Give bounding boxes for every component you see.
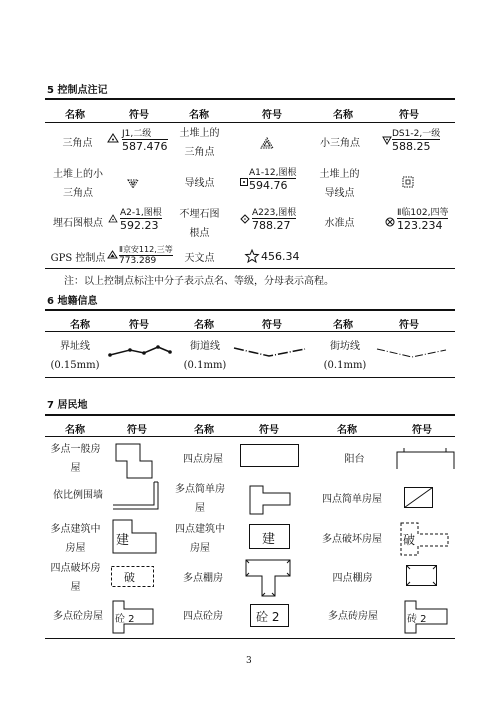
- street-line-icon: [233, 346, 307, 360]
- scaled-wall-icon: [112, 481, 162, 515]
- row1-name2: 土堆上的 三角点: [179, 128, 220, 158]
- section5-bottom-rule: [45, 268, 455, 269]
- section7-bottom-rule: [45, 638, 455, 639]
- section7-header-rule: [45, 436, 455, 437]
- block-line-icon: [376, 347, 448, 359]
- row3-name3: 水准点: [324, 218, 355, 229]
- s7r2-name3: 四点简单房屋: [322, 494, 382, 505]
- section7-top-rule: [45, 414, 455, 416]
- s7-header-symbol-3: 符号: [412, 425, 432, 436]
- s7r5-symbol3-text: 砖 2: [407, 614, 427, 625]
- s7-header-name-1: 名称: [65, 425, 85, 436]
- row1-name3: 小三角点: [320, 138, 360, 149]
- section6-title: 6 地籍信息: [47, 296, 98, 307]
- row3-symbol1: A2-1,图根 592.23: [120, 205, 162, 232]
- row3-name1: 埋石图根点: [53, 218, 103, 229]
- triangle-point-icon: [107, 133, 119, 143]
- section5-header-rule: [45, 122, 455, 123]
- gps-control-point-icon: [107, 250, 118, 259]
- s7r3-name1: 多点建筑中 房屋: [50, 524, 101, 554]
- s7r3-name3: 多点破坏房屋: [322, 534, 382, 545]
- section6-header-rule: [45, 331, 455, 332]
- row3-symbol2: A223,图根 788.27: [252, 205, 296, 232]
- four-point-simple-house-icon: [404, 487, 434, 509]
- s7-header-name-3: 名称: [337, 425, 357, 436]
- page-number: 3: [246, 656, 252, 666]
- s5-header-name-1: 名称: [65, 110, 85, 121]
- s7r5-name1: 多点砼房屋: [53, 611, 103, 622]
- row2-name2: 导线点: [184, 178, 215, 189]
- benchmark-icon: [385, 217, 395, 227]
- s5-header-symbol-2: 符号: [262, 110, 282, 121]
- s6-header-symbol-1: 符号: [129, 320, 149, 331]
- s6-header-name-3: 名称: [333, 320, 353, 331]
- unburied-control-point-icon: [240, 214, 250, 224]
- s7r4-name2: 多点棚房: [183, 573, 223, 584]
- multi-point-house-icon: [115, 443, 153, 479]
- s7-header-symbol-1: 符号: [127, 425, 147, 436]
- row3-symbol3: Ⅱ临102,四等 123.234: [397, 205, 448, 232]
- mound-triangle-point-icon: [260, 137, 274, 151]
- balcony-icon: [396, 448, 456, 470]
- mound-small-triangle-icon: [127, 179, 139, 189]
- row2-name3: 土堆上的 导线点: [319, 169, 360, 199]
- multi-point-shed-icon: [245, 559, 291, 597]
- boundary-line-icon: [108, 344, 172, 358]
- section5-note: 注：以上控制点标注中分子表示点名、等级，分母表示高程。: [64, 276, 334, 287]
- section5-title: 5 控制点注记: [47, 85, 108, 96]
- s7-header-name-2: 名称: [194, 425, 214, 436]
- row1-name1: 三角点: [62, 138, 93, 149]
- s5-header-symbol-1: 符号: [129, 110, 149, 121]
- s7r3-symbol3-text: 破: [403, 533, 416, 547]
- row4-name2: 天文点: [184, 253, 215, 264]
- s7r1-name1: 多点一般房 屋: [50, 444, 101, 474]
- row3-name2: 不埋石图 根点: [179, 209, 220, 239]
- section7-title: 7 居民地: [47, 400, 88, 411]
- traverse-point-icon: [240, 178, 248, 186]
- buried-control-point-icon: [108, 214, 118, 223]
- s5-header-name-2: 名称: [189, 110, 209, 121]
- s7r5-symbol1-text: 砼 2: [115, 614, 135, 625]
- s7r5-name3: 多点砖房屋: [328, 611, 378, 622]
- s7r3-symbol1-text: 建: [116, 533, 130, 548]
- s6-name3: 街坊线 (0.1mm): [323, 341, 367, 371]
- row2-symbol2: A1-12,图根 594.76: [249, 165, 296, 192]
- section6-top-rule: [45, 309, 455, 311]
- s7r2-name2: 多点简单房 屋: [175, 484, 225, 514]
- small-triangle-point-icon: [382, 136, 392, 145]
- s7r2-name1: 依比例围墙: [53, 490, 103, 501]
- s7-header-symbol-2: 符号: [259, 425, 279, 436]
- four-point-house-icon: [240, 444, 300, 468]
- s6-header-symbol-3: 符号: [399, 320, 419, 331]
- s7r4-name3: 四点棚房: [332, 573, 373, 584]
- row2-name1: 土堆上的小 三角点: [53, 169, 103, 199]
- s7r5-name2: 四点砼房: [183, 611, 223, 622]
- s6-name1: 界址线 (0.15mm): [50, 341, 100, 371]
- row4-symbol2: 456.34: [261, 250, 300, 263]
- s7r1-name2: 四点房屋: [183, 454, 223, 465]
- s7r4-name1: 四点破坏房 屋: [50, 563, 101, 593]
- multi-point-simple-house-icon: [249, 485, 291, 515]
- s5-header-name-3: 名称: [333, 110, 353, 121]
- s6-header-name-1: 名称: [70, 320, 90, 331]
- s5-header-symbol-3: 符号: [399, 110, 419, 121]
- s7r4-symbol1-text: 破: [124, 571, 135, 584]
- row4-name1: GPS 控制点: [50, 253, 106, 264]
- row1-symbol1: J1,二级 587.476: [122, 126, 168, 153]
- s7r5-symbol2-text: 砼 2: [256, 610, 280, 624]
- row4-symbol1: Ⅱ京安112,三等 773.289: [119, 245, 173, 266]
- star-icon: [245, 249, 259, 263]
- s7r3-name2: 四点建筑中 房屋: [175, 524, 225, 554]
- s7r3-symbol2-text: 建: [262, 532, 276, 547]
- four-point-shed-icon: [406, 565, 438, 587]
- row1-symbol3: DS1-2,一级 588.25: [392, 126, 440, 153]
- s6-header-symbol-2: 符号: [262, 320, 282, 331]
- s7r1-name3: 阳台: [344, 454, 365, 465]
- section6-bottom-rule: [45, 377, 455, 378]
- s6-header-name-2: 名称: [194, 320, 214, 331]
- s6-name2: 街道线 (0.1mm): [183, 341, 227, 371]
- mound-traverse-point-icon: [402, 176, 414, 188]
- section5-top-rule: [45, 98, 455, 100]
